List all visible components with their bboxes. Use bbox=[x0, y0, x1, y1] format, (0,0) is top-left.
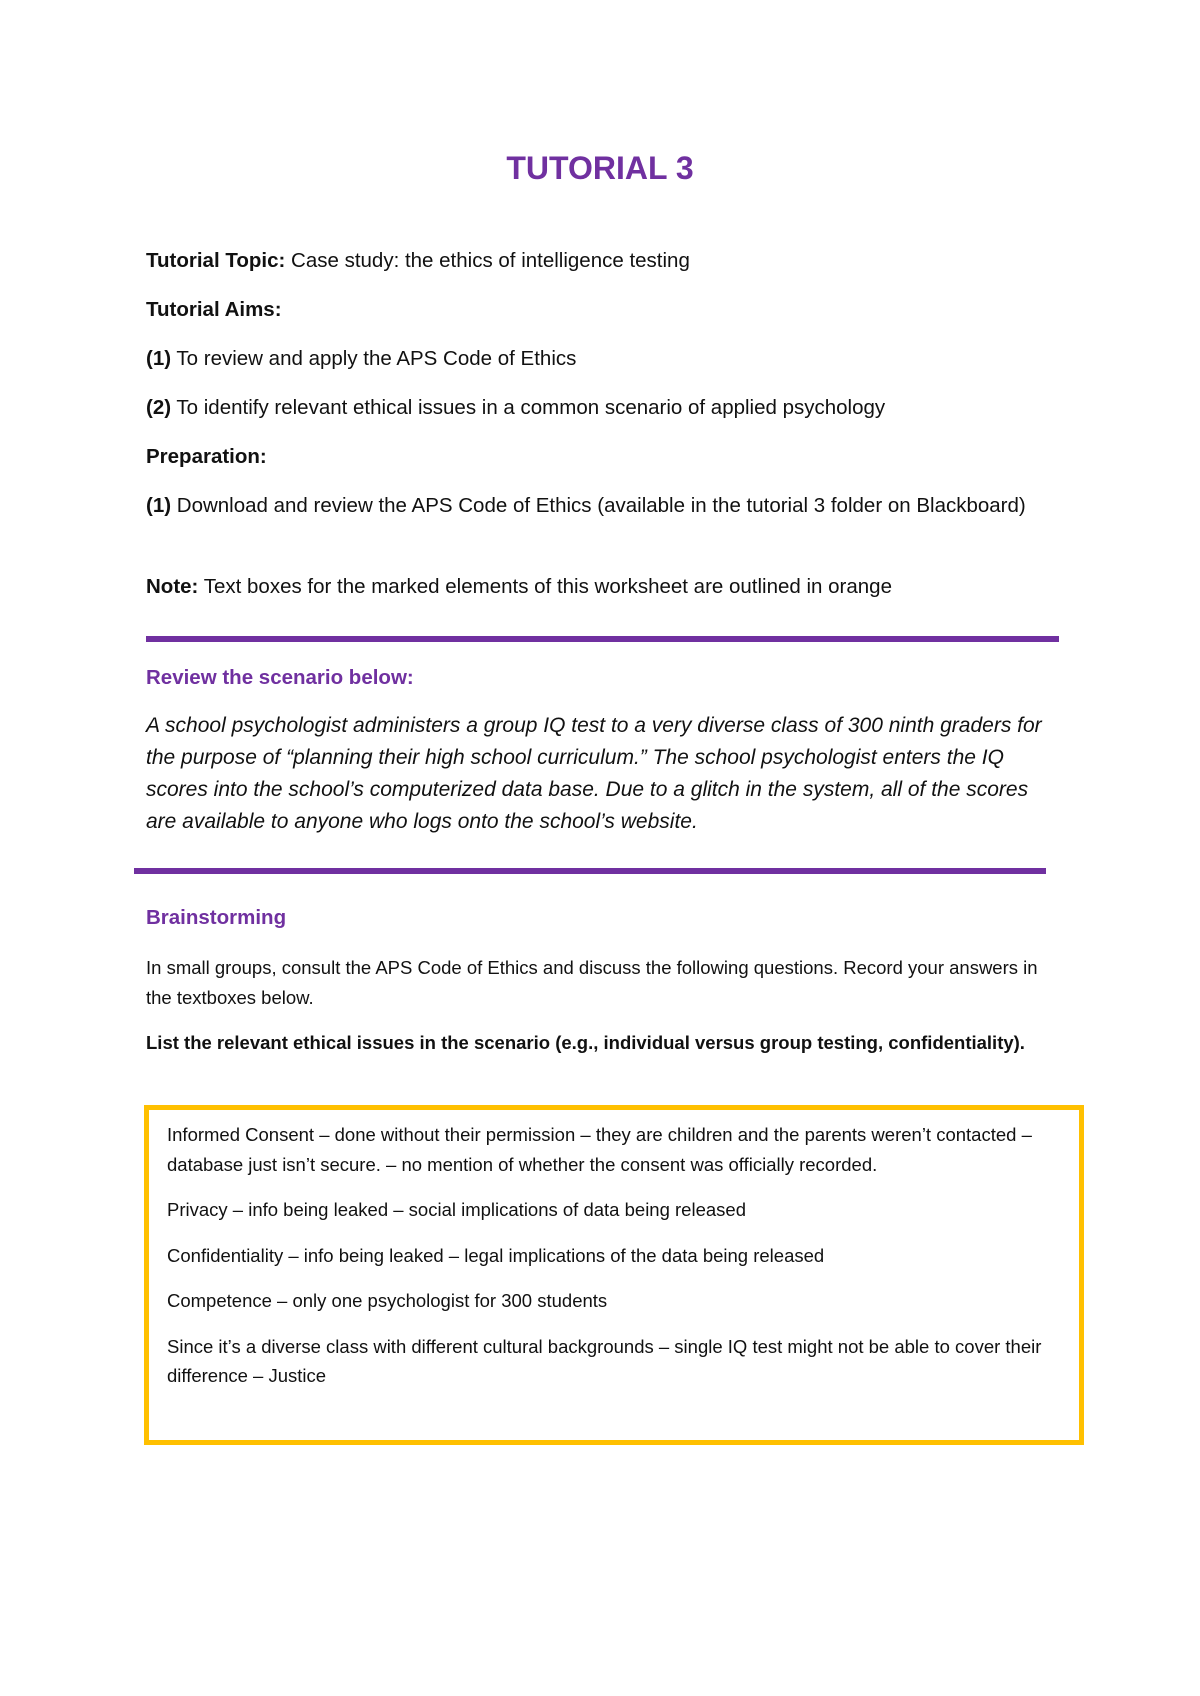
topic-value: Case study: the ethics of intelligence testing bbox=[291, 249, 690, 272]
note-label: Note: bbox=[146, 575, 199, 598]
aim-item bbox=[146, 392, 1076, 423]
page-title: TUTORIAL 3 bbox=[506, 150, 694, 186]
answer-item: Informed Consent – done without their permission – they are children and the parents weren’t contacted – database just isn’t secure. – no mention of whether the consent was officially recorded. bbox=[167, 1124, 1032, 1175]
aim-item bbox=[146, 343, 1076, 374]
answer-textbox[interactable] bbox=[144, 1105, 1084, 1445]
answer-item: Privacy – info being leaked – social implications of data being released bbox=[167, 1199, 746, 1220]
note-text: Text boxes for the marked elements of this worksheet are outlined in orange bbox=[203, 575, 892, 598]
divider-rule bbox=[134, 868, 1046, 874]
brainstorming-question: List the relevant ethical issues in the scenario (e.g., individual versus group testing, confidentiality). bbox=[146, 1032, 1025, 1053]
brainstorming-heading: Brainstorming bbox=[146, 906, 287, 929]
tutorial-topic bbox=[146, 245, 1076, 276]
scenario-heading: Review the scenario below: bbox=[146, 666, 414, 689]
divider-rule bbox=[146, 636, 1059, 642]
topic-label: Tutorial Topic: bbox=[146, 249, 286, 272]
aim-number: (2) bbox=[146, 396, 172, 419]
answer-item: Competence – only one psychologist for 300 students bbox=[167, 1290, 608, 1311]
note-line bbox=[146, 571, 1076, 602]
aim-text: To identify relevant ethical issues in a common scenario of applied psychology bbox=[176, 396, 886, 419]
answer-item: Confidentiality – info being leaked – legal implications of the data being released bbox=[167, 1244, 825, 1266]
answer-item: Since it’s a diverse class with different cultural backgrounds – single IQ test might not be able to cover their difference – Justice bbox=[167, 1335, 1042, 1386]
aims-label: Tutorial Aims: bbox=[146, 298, 282, 321]
preparation-item bbox=[146, 490, 1026, 521]
aim-number: (1) bbox=[146, 347, 172, 370]
aim-text: To review and apply the APS Code of Ethics bbox=[176, 347, 577, 370]
preparation-number: (1) bbox=[146, 494, 172, 517]
brainstorming-instructions: In small groups, consult the APS Code of Ethics and discuss the following questions. Record your answers in the textboxes below. bbox=[146, 957, 1038, 1008]
preparation-text: Download and review the APS Code of Ethics (available in the tutorial 3 folder on Blackboard) bbox=[176, 494, 1026, 517]
scenario-text: A school psychologist administers a group IQ test to a very diverse class of 300 ninth graders for the purpose of “planning their high school curriculum.” The school psychologist enters the IQ scores into the school’s computerized data base. Due to a glitch in the system, all of the scores are available to anyone who logs onto the school’s website. bbox=[146, 714, 1042, 833]
preparation-label: Preparation: bbox=[146, 445, 267, 468]
